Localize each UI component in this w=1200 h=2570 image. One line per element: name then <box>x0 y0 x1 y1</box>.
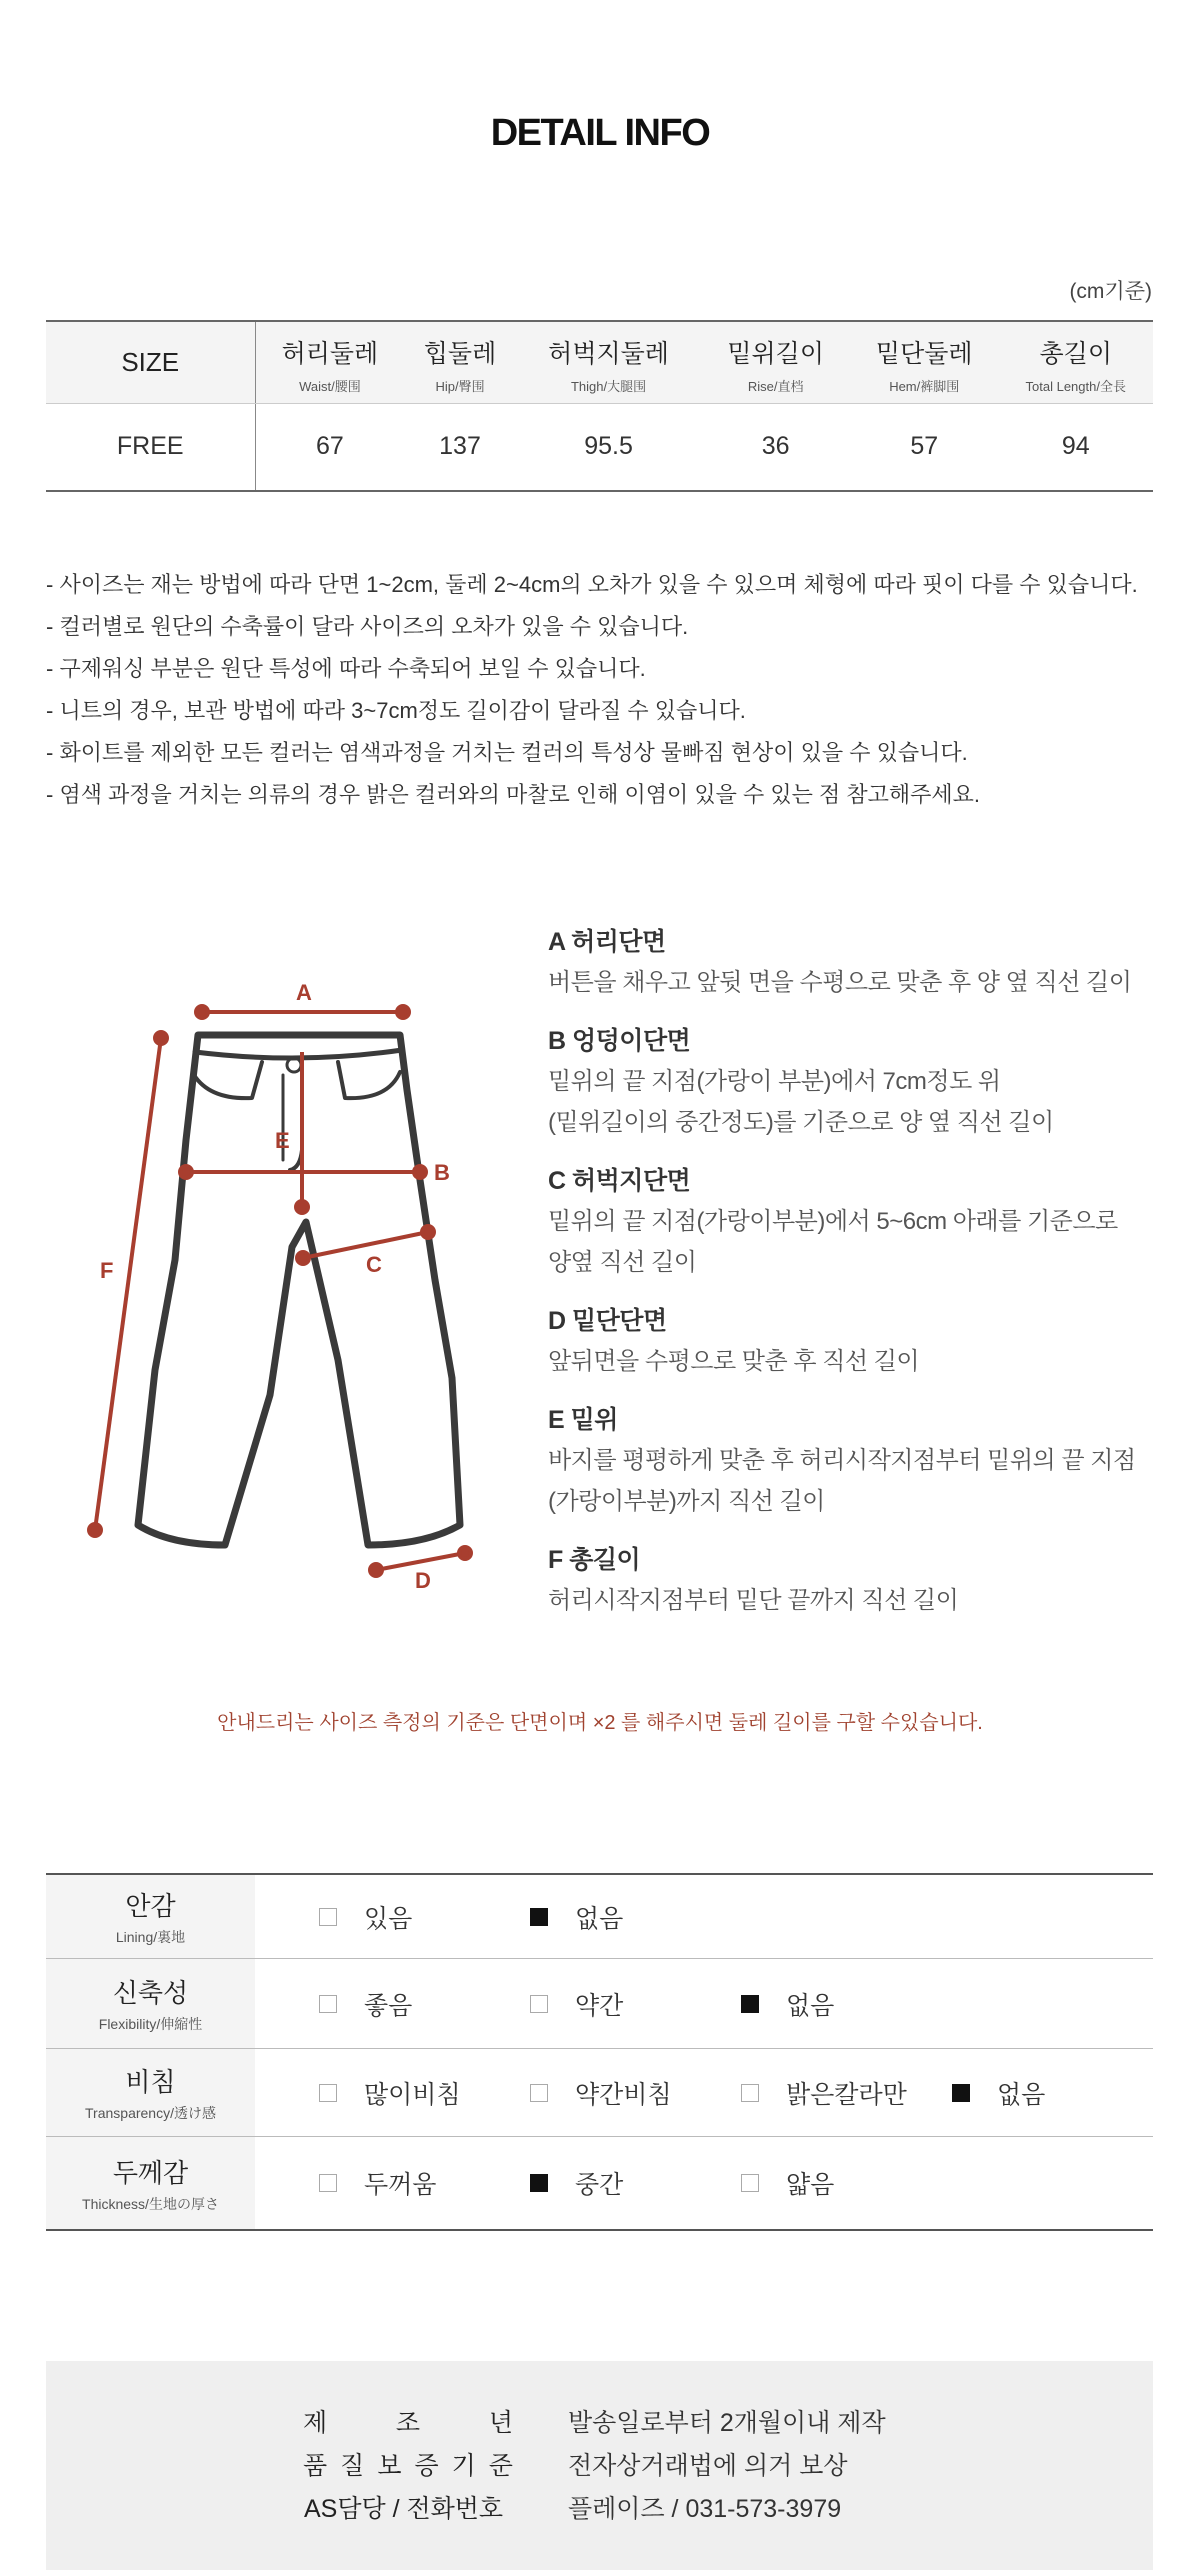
definition-b <box>548 1021 1168 1143</box>
label-e: E <box>275 1128 290 1153</box>
measurement-definitions <box>548 922 1168 1639</box>
definition-title: C 허벅지단면 <box>548 1167 691 1195</box>
value-total-length: 94 <box>999 403 1154 491</box>
column-hem: 밑단둘레 Hem/裤脚围 <box>850 321 999 403</box>
checkbox-icon <box>319 2174 337 2192</box>
unit-note: (cm기준) <box>1069 280 1152 303</box>
pants-outline <box>138 1035 460 1545</box>
size-table-header-row <box>46 321 1153 403</box>
column-rise: 밑위길이 Rise/直档 <box>701 321 850 403</box>
note-item: - 구제워싱 부분은 원단 특성에 따라 수축되어 보일 수 있습니다. <box>46 656 646 681</box>
fabric-row-transparency <box>46 2049 1153 2137</box>
product-info-footer <box>46 2361 1153 2570</box>
page-title: DETAIL INFO <box>490 112 710 154</box>
column-hip: 힙둘레 Hip/臀围 <box>404 321 515 403</box>
definition-title: E 밑위 <box>548 1406 618 1434</box>
footer-value: 발송일로부터 2개월이내 제작 <box>568 2409 886 2437</box>
fabric-row-thickness <box>46 2137 1153 2229</box>
fabric-options <box>255 1875 1153 1958</box>
definition-text: 앞뒤면을 수평으로 맞춘 후 직선 길이 <box>548 1348 920 1375</box>
definition-text: 밑위의 끝 지점(가랑이 부분)에서 7cm정도 위 <box>548 1068 1001 1095</box>
label-b: B <box>434 1160 450 1185</box>
checked-box-icon <box>741 1995 759 2013</box>
note-item: - 화이트를 제외한 모든 컬러는 염색과정을 거치는 컬러의 특성상 물빠짐 현상이 있을 수 있습니다. <box>46 740 968 765</box>
definition-title: D 밑단단면 <box>548 1307 667 1335</box>
definition-title: B 엉덩이단면 <box>548 1027 691 1055</box>
definition-text: 양옆 직선 길이 <box>548 1249 697 1276</box>
checked-box-icon <box>530 2174 548 2192</box>
fabric-row-header: 두께감 Thickness/生地の厚さ <box>46 2137 255 2229</box>
footer-value: 전자상거래법에 의거 보상 <box>568 2452 848 2480</box>
definition-e <box>548 1400 1168 1522</box>
value-waist: 67 <box>255 403 404 491</box>
option-flex-none: 없음 <box>677 1986 888 2022</box>
size-row-label: FREE <box>46 403 255 491</box>
note-item: - 니트의 경우, 보관 방법에 따라 3~7cm정도 길이감이 달라질 수 있습니다. <box>46 698 746 723</box>
fabric-row-lining <box>46 1875 1153 1959</box>
option-trans-light-only: 밝은칼라만 <box>677 2075 888 2111</box>
option-thick-medium: 중간 <box>466 2165 677 2201</box>
option-lining-no: 없음 <box>466 1899 677 1935</box>
size-header: SIZE <box>46 321 255 403</box>
definition-c <box>548 1161 1168 1283</box>
definition-a <box>548 922 1168 1003</box>
value-hem: 57 <box>850 403 999 491</box>
footer-key: 품 질 보 증 기 준 <box>303 2452 513 2480</box>
checkbox-icon <box>319 2084 337 2102</box>
checkbox-icon <box>530 2084 548 2102</box>
definition-title: F 총길이 <box>548 1546 641 1574</box>
fabric-options <box>255 1959 1153 2048</box>
footer-row-as-contact <box>46 2485 1153 2529</box>
measurement-notice: 안내드리는 사이즈 측정의 기준은 단면이며 ×2 를 해주시면 둘레 길이를 구할 수있습니다. <box>217 1712 983 1734</box>
option-thick-thick: 두꺼움 <box>255 2165 466 2201</box>
definition-text: 버튼을 채우고 앞뒷 면을 수평으로 맞춘 후 양 옆 직선 길이 <box>548 969 1132 996</box>
note-item: - 컬러별로 원단의 수축률이 달라 사이즈의 오차가 있을 수 있습니다. <box>46 614 689 639</box>
value-thigh: 95.5 <box>516 403 702 491</box>
definition-f <box>548 1540 1168 1621</box>
checked-box-icon <box>952 2084 970 2102</box>
option-trans-none: 없음 <box>888 2075 1099 2111</box>
fabric-row-header: 비침 Transparency/透け感 <box>46 2049 255 2136</box>
option-trans-slight: 약간비침 <box>466 2075 677 2111</box>
size-notes <box>46 564 1166 816</box>
fabric-options <box>255 2049 1153 2136</box>
definition-title: A 허리단면 <box>548 928 666 956</box>
definition-text: 바지를 평평하게 맞춘 후 허리시작지점부터 밑위의 끝 지점 <box>548 1447 1136 1474</box>
note-item: - 염색 과정을 거치는 의류의 경우 밝은 컬러와의 마찰로 인해 이염이 있을 수 있는 점 참고해주세요. <box>46 782 980 807</box>
column-waist: 허리둘레 Waist/腰围 <box>255 321 404 403</box>
option-lining-yes: 있음 <box>255 1899 466 1935</box>
footer-key: 제 조 년 <box>303 2409 513 2437</box>
fabric-info-table <box>46 1873 1153 2231</box>
option-flex-slight: 약간 <box>466 1986 677 2022</box>
measure-lines <box>89 1006 471 1576</box>
footer-value: 플레이즈 / 031-573-3979 <box>568 2495 842 2523</box>
column-total-length: 총길이 Total Length/全長 <box>999 321 1154 403</box>
pants-measurement-diagram <box>70 970 510 1610</box>
footer-row-warranty <box>46 2442 1153 2486</box>
option-thick-thin: 얇음 <box>677 2165 888 2201</box>
checked-box-icon <box>530 1908 548 1926</box>
footer-key: AS담당 / 전화번호 <box>304 2495 504 2523</box>
checkbox-icon <box>741 2084 759 2102</box>
checkbox-icon <box>530 1995 548 2013</box>
option-trans-much: 많이비침 <box>255 2075 466 2111</box>
footer-row-manufacture <box>46 2399 1153 2443</box>
checkbox-icon <box>319 1908 337 1926</box>
fabric-row-flexibility <box>46 1959 1153 2049</box>
definition-text: 허리시작지점부터 밑단 끝까지 직선 길이 <box>548 1587 959 1614</box>
checkbox-icon <box>319 1995 337 2013</box>
label-a: A <box>296 980 312 1005</box>
note-item: - 사이즈는 재는 방법에 따라 단면 1~2cm, 둘레 2~4cm의 오차가 있을 수 있으며 체형에 따라 핏이 다를 수 있습니다. <box>46 572 1138 597</box>
fabric-row-header: 안감 Lining/裏地 <box>46 1875 255 1958</box>
column-thigh: 허벅지둘레 Thigh/大腿围 <box>516 321 702 403</box>
definition-text: (가랑이부분)까지 직선 길이 <box>548 1488 825 1515</box>
size-table <box>46 320 1153 492</box>
label-f: F <box>100 1258 114 1283</box>
definition-text: 밑위의 끝 지점(가랑이부분)에서 5~6cm 아래를 기준으로 <box>548 1208 1118 1235</box>
definition-d <box>548 1301 1168 1382</box>
label-c: C <box>366 1252 382 1277</box>
fabric-row-header: 신축성 Flexibility/伸縮性 <box>46 1959 255 2048</box>
label-d: D <box>415 1568 431 1593</box>
value-hip: 137 <box>404 403 515 491</box>
definition-text: (밑위길이의 중간정도)를 기준으로 양 옆 직선 길이 <box>548 1109 1054 1136</box>
fabric-options <box>255 2137 1153 2229</box>
value-rise: 36 <box>701 403 850 491</box>
size-table-row <box>46 403 1153 491</box>
checkbox-icon <box>741 2174 759 2192</box>
option-flex-good: 좋음 <box>255 1986 466 2022</box>
